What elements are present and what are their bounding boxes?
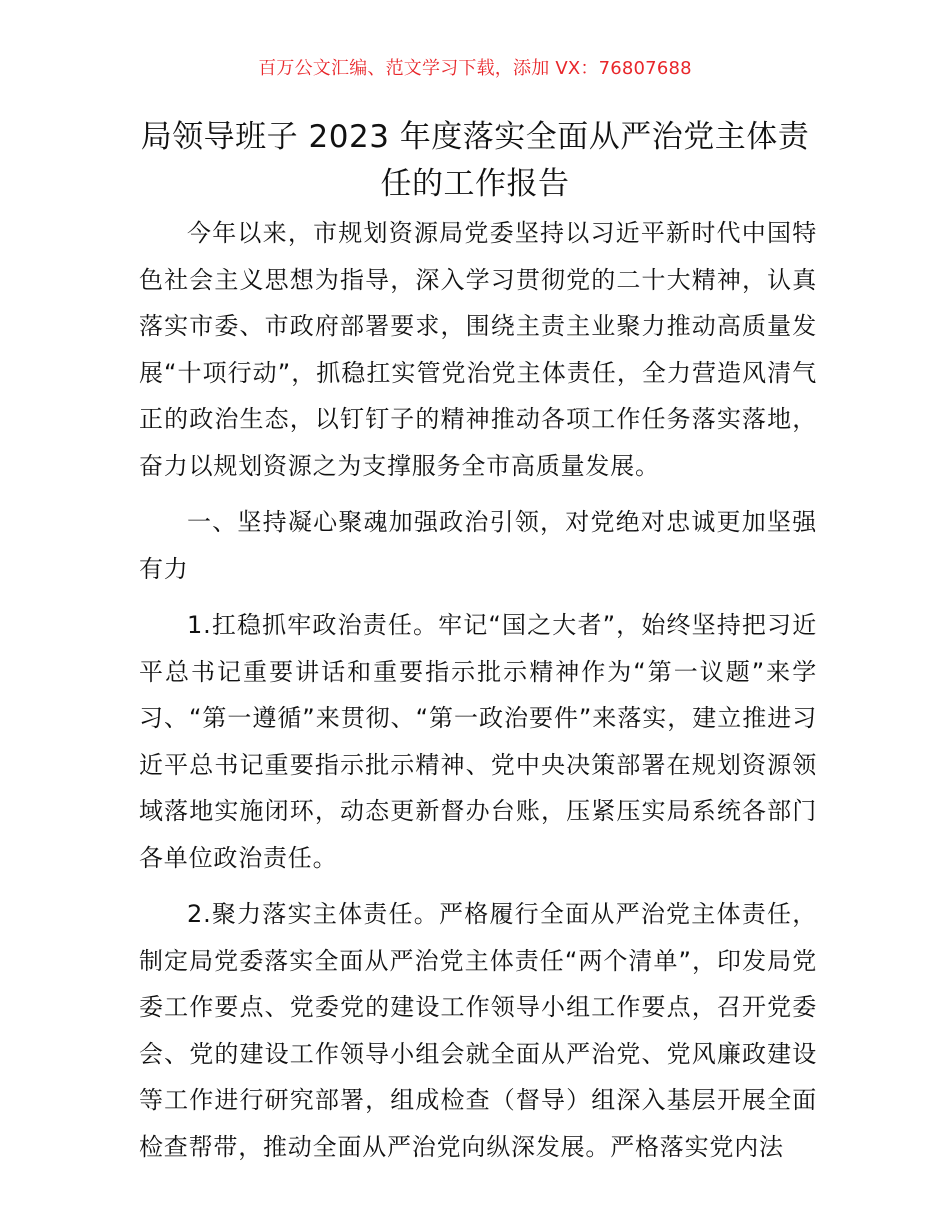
header-watermark: 百万公文汇编、范文学习下载，添加 VX：76807688 [258, 58, 692, 79]
document-body [139, 210, 817, 1170]
body-paragraph: 2.聚力落实主体责任。严格履行全面从严治党主体责任，制定局党委落实全面从严治党主体责任“两个清单”，印发局党委工作要点、党委党的建设工作领导小组工作要点，召开党委会、党的建设工作领导小组会就全面从严治党、党风廉政建设等工作进行研究部署，组成检查（督导）组深入基层开展全面检查帮带，推动全面从严治党向纵深发展。严格落实党内法 [139, 900, 817, 1161]
document-title: 局领导班子 2023 年度落实全面从严治党主体责任的工作报告 [140, 119, 810, 202]
section-heading: 一、坚持凝心聚魂加强政治引领，对党绝对忠诚更加坚强有力 [139, 508, 817, 583]
body-paragraph: 1.扛稳抓牢政治责任。牢记“国之大者”，始终坚持把习近平总书记重要讲话和重要指示批示精神作为“第一议题”来学习、“第一遵循”来贯彻、“第一政治要件”来落实，建立推进习近平总书记重要指示批示精神、党中央决策部署在规划资源领域落地实施闭环，动态更新督办台账，压紧压实局系统各部门各单位政治责任。 [139, 611, 817, 872]
intro-paragraph: 今年以来，市规划资源局党委坚持以习近平新时代中国特色社会主义思想为指导，深入学习贯彻党的二十大精神，认真落实市委、市政府部署要求，围绕主责主业聚力推动高质量发展“十项行动”，抓稳扛实管党治党主体责任，全力营造风清气正的政治生态，以钉钉子的精神推动各项工作任务落实落地，奋力以规划资源之为支撑服务全市高质量发展。 [139, 219, 817, 480]
